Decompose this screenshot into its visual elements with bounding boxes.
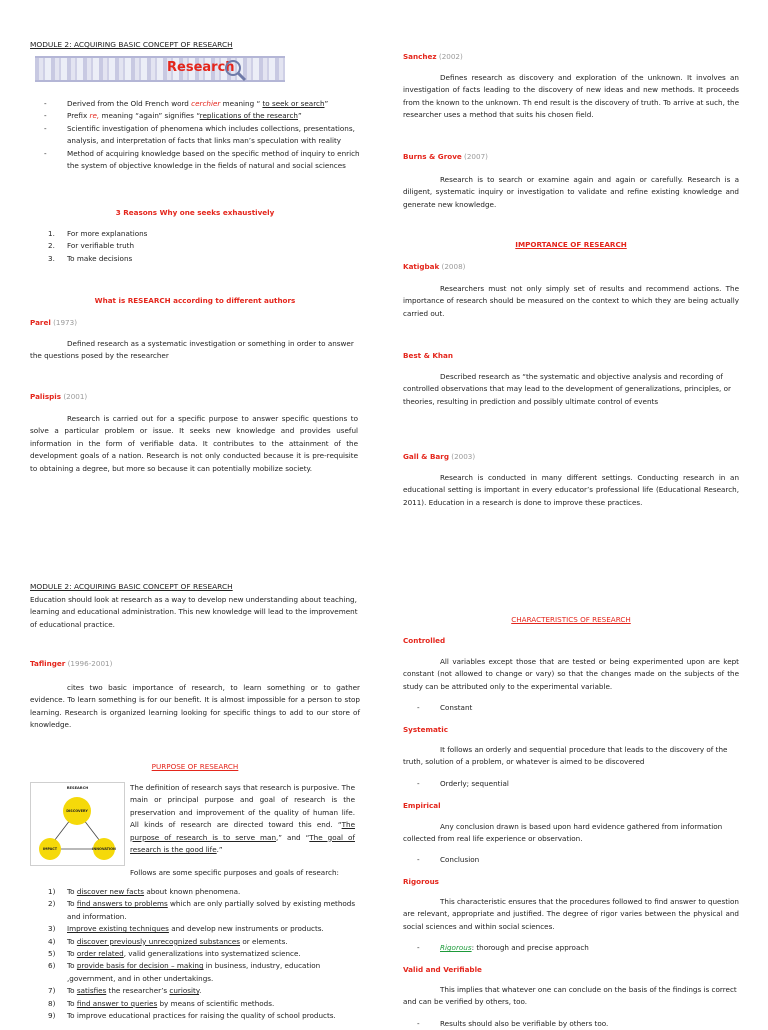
education-intro: Education should look at research as a way to develop new understanding about teaching, learning and educational administration. This new knowledge will lead to the improvement of educational practice.: [30, 595, 358, 629]
list-item: - Conclusion: [403, 854, 739, 866]
reasons-list: [30, 228, 360, 265]
best-text: Described research as “the systematic and objective analysis and recording of controlled observations that may lead to the development of generalizations, principles, or theories, resulting in prediction and possibly ultimate control of events: [403, 372, 731, 406]
research-cycle-diagram: [31, 783, 124, 865]
purposes-intro: Follows are some specific purposes and goals of research:: [130, 868, 339, 877]
controlled-text: All variables except those that are tested or being experimented upon are kept constant (not allowed to change or vary) so that the changes made on the subjects of the study can be attributed only to the experimental variable.: [403, 657, 739, 691]
characteristics-heading: CHARACTERISTICS OF RESEARCH: [511, 615, 631, 624]
author-parel: Parel (1973): [30, 318, 78, 327]
list-item: 3. To make decisions: [48, 253, 133, 263]
author-sanchez: Sanchez (2002): [403, 52, 463, 61]
list-item: - Prefix re, meaning “again” signifies “replications of the research”: [30, 110, 360, 122]
module-header: MODULE 2: ACQUIRING BASIC CONCEPT OF RESEARCH: [30, 40, 233, 49]
list-item: 7) To satisfies the researcher’s curiosity.: [48, 986, 202, 996]
gall-text: Research is conducted in many different settings. Conducting research in an educational setting is important in every educator’s professional life (Educational Research, 2011). Education in a research is done to improve these practices.: [403, 473, 739, 507]
rigorous-text: This characteristic ensures that the procedures followed to find answer to question are relevant, appropriate and justified. The degree of rigor varies between the physical and social sciences and within social sciences.: [403, 897, 739, 931]
list-item: 5) To order related, valid generalizations into systematized science.: [48, 949, 301, 959]
research-diagram: [30, 782, 125, 866]
reasons-heading: 3 Reasons Why one seeks exhaustively: [115, 208, 275, 217]
author-gall-barg: Gall & Barg (2003): [403, 452, 476, 461]
list-item: - Scientific investigation of phenomena which includes collections, presentations, analysis, and interpretation of facts that links man’s speculation with reality: [30, 123, 360, 148]
list-item: 4) To discover previously unrecognized substances or elements.: [48, 936, 288, 946]
importance-heading: IMPORTANCE OF RESEARCH: [515, 240, 627, 249]
katigbak-text: Researchers must not only simply set of results and recommend actions. The importance of research should be measured on the context to which they are being actually carried out.: [403, 284, 739, 318]
taflinger-text: cites two basic importance of research, to learn something or to gather evidence. To learn something is for our benefit. It is almost impossible for a person to stop learning. Research is organized learning looking for specific things to add to our store of knowledge.: [30, 683, 360, 730]
char-rigorous: Rigorous: [403, 877, 439, 886]
list-item: - Rigorous: thorough and precise approach: [403, 942, 739, 954]
authors-heading: What is RESEARCH according to different authors: [94, 296, 296, 305]
diagram-discovery: DISCOVERY: [66, 809, 88, 813]
diagram-impact: IMPACT: [42, 847, 58, 851]
author-taflinger: Taflinger (1996-2001): [30, 659, 113, 668]
char-controlled: Controlled: [403, 636, 446, 645]
parel-text: Defined research as a systematic investigation or something in order to answer the questions posed by the researcher: [30, 339, 354, 361]
list-item: 6) To provide basis for decision – making in business, industry, education ,government, and in other undertakings.: [48, 961, 321, 983]
valid-bullets: [403, 1018, 739, 1030]
author-burns-grove: Burns & Grove (2007): [403, 152, 488, 161]
controlled-bullets: [403, 702, 739, 714]
systematic-text: It follows an orderly and sequential procedure that leads to the discovery of the truth, solution of a problem, or whatever is aimed to be discovered: [403, 745, 728, 767]
burns-text: Research is to search or examine again and again or carefully. Research is a diligent, systematic inquiry or investigation to validate and refine existing knowledge and generate new knowledge.: [403, 175, 739, 209]
list-item: - Derived from the Old French word cerchier meaning “ to seek or search”: [30, 98, 360, 110]
rigorous-bullets: [403, 942, 739, 954]
list-item: - Results should also be verifiable by others too.: [403, 1018, 739, 1030]
char-systematic: Systematic: [403, 725, 448, 734]
magnifier-icon: [223, 58, 249, 82]
purpose-heading: PURPOSE OF RESEARCH: [151, 762, 239, 771]
list-item: 2. For verifiable truth: [48, 241, 135, 251]
author-best-khan: Best & Khan: [403, 351, 453, 360]
palispis-text: Research is carried out for a specific purpose to answer specific questions to solve a particular problem or issue. It seeks new knowledge and provides useful information in the form of verifiable data. It contributes to the attainment of the development goals of a nation. Research is not only conducted because it is pre-requisite to obtaining a degree, but more so because it can potentially mobilize society.: [30, 414, 358, 473]
systematic-bullets: [403, 778, 739, 790]
author-palispis: Palispis (2001): [30, 392, 88, 401]
list-item: 9) To improve educational practices for raising the quality of school products.: [48, 1011, 336, 1021]
diagram-innovation: INNOVATION: [92, 847, 116, 851]
sanchez-text: Defines research as discovery and exploration of the unknown. It involves an investigation of facts leading to the discovery of new ideas and new methods. It proceeds from the known to the unknown. Th end result is the discovery of truth. To arrive at such, the researcher uses a method that suits his chosen field.: [403, 73, 739, 120]
banner-word: Research: [167, 60, 235, 75]
list-item: - Orderly; sequential: [403, 778, 739, 790]
list-item: 3) Improve existing techniques and develop new instruments or products.: [48, 924, 324, 934]
list-item: 1. For more explanations: [48, 229, 148, 238]
module-header-2: MODULE 2: ACQUIRING BASIC CONCEPT OF RESEARCH: [30, 582, 233, 591]
char-empirical: Empirical: [403, 801, 441, 810]
list-item: 8) To find answer to queries by means of scientific methods.: [48, 998, 275, 1008]
intro-bullets: [30, 98, 360, 172]
research-banner: [35, 56, 285, 82]
valid-text: This implies that whatever one can conclude on the basis of the findings is correct and can be verified by others, too.: [403, 985, 737, 1007]
empirical-bullets: [403, 854, 739, 866]
char-valid-verifiable: Valid and Verifiable: [403, 965, 482, 974]
diagram-title: RESEARCH: [66, 786, 89, 790]
purposes-list: [30, 886, 360, 1022]
list-item: - Constant: [403, 702, 739, 714]
list-item: - Method of acquiring knowledge based on the specific method of inquiry to enrich the system of objective knowledge in the fields of natural and social sciences: [30, 148, 360, 173]
list-item: 2) To find answers to problems which are only partially solved by existing methods and information.: [48, 899, 356, 921]
list-item: 1) To discover new facts about known phenomena.: [48, 887, 241, 896]
empirical-text: Any conclusion drawn is based upon hard evidence gathered from information collected from real life experience or observation.: [403, 822, 723, 844]
author-katigbak: Katigbak (2008): [403, 262, 466, 271]
purpose-definition: The definition of research says that research is purposive. The main or principal purpose and goal of research is the preservation and improvement of the quality of human life. All kinds of research are directed toward this end. “The purpose of research is to serve man,” and “The goal of research is the good life.”: [130, 783, 355, 855]
